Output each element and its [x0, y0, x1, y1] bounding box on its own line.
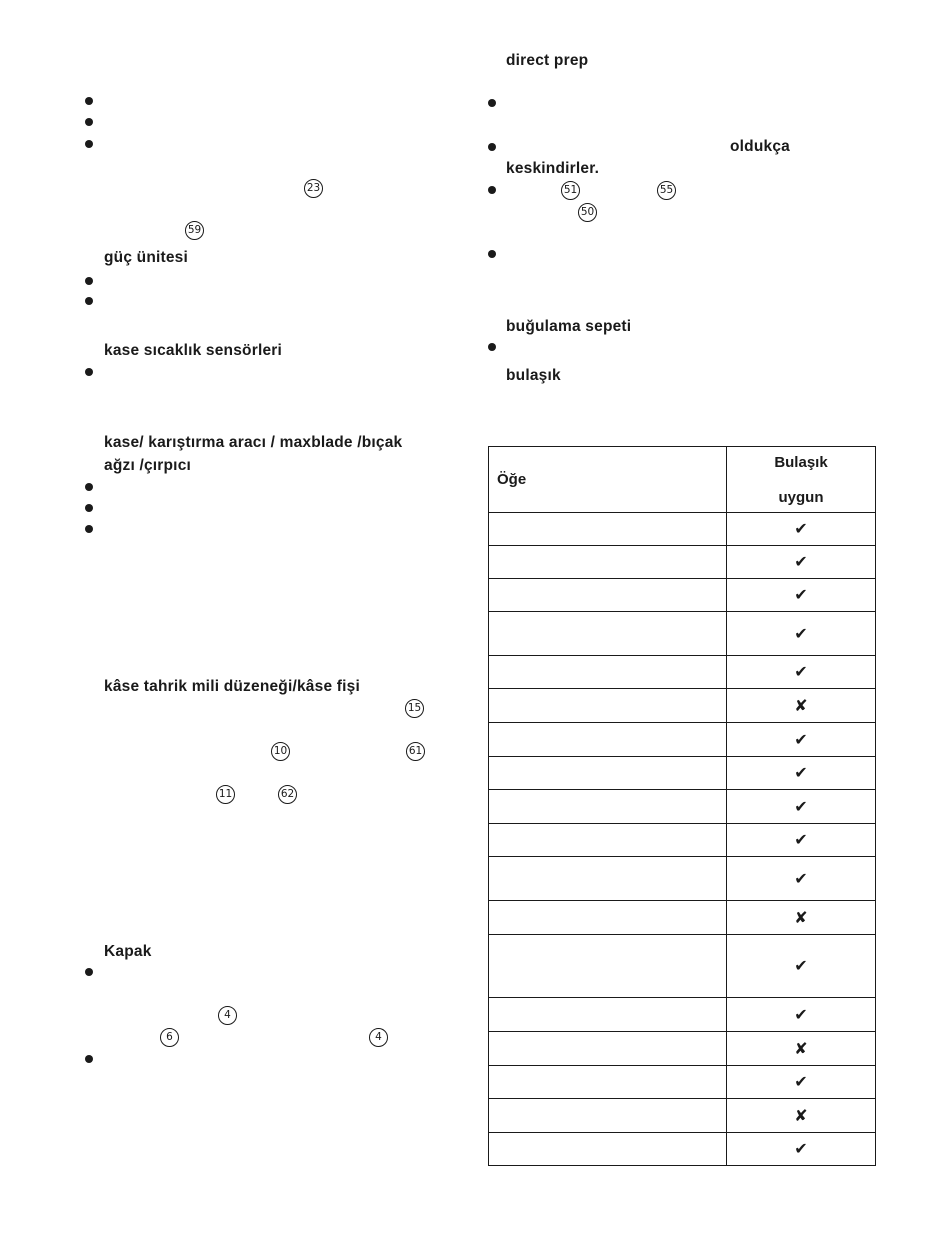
table-header-item: [489, 447, 727, 513]
table-cell-item: [489, 579, 727, 612]
table-cell-item: [489, 901, 727, 935]
table-row: [489, 579, 876, 612]
table-cell-ok: [727, 935, 876, 998]
reference-number-4: 4: [369, 1028, 388, 1047]
dishwasher-mark: ✔: [794, 552, 808, 571]
table-cell-item: [489, 998, 727, 1032]
table-cell-ok: [727, 757, 876, 790]
table-cell-ok: [727, 689, 876, 723]
bullet: [85, 483, 93, 491]
bullet: [85, 297, 93, 305]
table-cell-item: [489, 1032, 727, 1066]
header-ok-line-2: uygun: [778, 488, 824, 506]
dishwasher-mark: ✘: [794, 1105, 808, 1125]
dishwasher-mark: ✔: [794, 623, 808, 643]
table-cell-item: [489, 790, 727, 824]
table-cell-item: [489, 1066, 727, 1099]
reference-number-61: 61: [406, 742, 425, 761]
table-row: [489, 757, 876, 790]
table-row: [489, 612, 876, 656]
table-row: [489, 935, 876, 998]
table-row: [489, 790, 876, 824]
bullet: [85, 525, 93, 533]
reference-number-62: 62: [278, 785, 297, 804]
bullet: [85, 504, 93, 512]
table-cell-ok: [727, 546, 876, 579]
bullet: [85, 368, 93, 376]
table-cell-ok: [727, 1099, 876, 1133]
dishwasher-table: [488, 446, 876, 1166]
dishwasher-mark: ✔: [794, 662, 808, 681]
heading-kase-tahrik-mili: kâse tahrik mili düzeneği/kâse fişi: [104, 678, 360, 695]
reference-number-50: 50: [578, 203, 597, 222]
bullet: [85, 277, 93, 285]
reference-number-23: 23: [304, 179, 323, 198]
dishwasher-mark: ✔: [794, 1004, 808, 1024]
table-cell-ok: [727, 1066, 876, 1099]
dishwasher-mark: ✘: [794, 1038, 808, 1058]
bullet: [85, 968, 93, 976]
reference-number-4: 4: [218, 1006, 237, 1025]
dishwasher-mark: ✔: [794, 956, 808, 975]
table-cell-item: [489, 1099, 727, 1133]
table-row: [489, 1066, 876, 1099]
reference-number-15: 15: [405, 699, 424, 718]
text-keskindirler: keskindirler.: [506, 160, 600, 177]
table-cell-ok: [727, 1032, 876, 1066]
table-row: [489, 1133, 876, 1166]
heading-kase-line-2: ağzı /çırpıcı: [104, 457, 192, 474]
bullet: [85, 140, 93, 148]
table-cell-ok: [727, 824, 876, 857]
dishwasher-mark: ✔: [794, 868, 808, 888]
reference-number-11: 11: [216, 785, 235, 804]
dishwasher-mark: ✔: [794, 1072, 808, 1091]
table-cell-ok: [727, 998, 876, 1032]
table-row: [489, 513, 876, 546]
bullet: [85, 1055, 93, 1063]
bullet: [488, 186, 496, 194]
table-row: [489, 546, 876, 579]
table-cell-item: [489, 1133, 727, 1166]
table-row: [489, 1032, 876, 1066]
table-cell-ok: [727, 579, 876, 612]
bullet: [488, 99, 496, 107]
heading-kase-sicaklik-sensorleri: kase sıcaklık sensörleri: [104, 342, 283, 359]
bullet: [488, 343, 496, 351]
dishwasher-mark: ✘: [794, 907, 808, 927]
text-oldukca: oldukça: [730, 138, 790, 155]
table-header-dishwasher: [727, 447, 876, 513]
dishwasher-mark: ✔: [794, 763, 808, 782]
table-cell-item: [489, 723, 727, 757]
table-row: [489, 998, 876, 1032]
heading-guc-unitesi: güç ünitesi: [104, 249, 189, 266]
table-row: [489, 1099, 876, 1133]
table-cell-ok: [727, 612, 876, 656]
header-item-label: Öğe: [497, 471, 527, 488]
reference-number-51: 51: [561, 181, 580, 200]
dishwasher-mark: ✔: [794, 729, 808, 749]
table-row: [489, 857, 876, 901]
table-cell-item: [489, 857, 727, 901]
header-ok-line-1: Bulaşık: [774, 453, 828, 471]
bullet: [488, 250, 496, 258]
table-cell-item: [489, 513, 727, 546]
table-row: [489, 689, 876, 723]
bullet: [85, 97, 93, 105]
table-cell-ok: [727, 857, 876, 901]
table-cell-item: [489, 656, 727, 689]
dishwasher-mark: ✔: [794, 796, 808, 816]
table-cell-ok: [727, 790, 876, 824]
reference-number-55: 55: [657, 181, 676, 200]
table-cell-item: [489, 689, 727, 723]
table-cell-ok: [727, 513, 876, 546]
table-cell-ok: [727, 901, 876, 935]
dishwasher-mark: ✔: [794, 585, 808, 604]
heading-bulasik: bulaşık: [506, 367, 561, 384]
reference-number-10: 10: [271, 742, 290, 761]
table-cell-ok: [727, 723, 876, 757]
table-cell-item: [489, 935, 727, 998]
table-cell-ok: [727, 1133, 876, 1166]
table-cell-item: [489, 612, 727, 656]
dishwasher-mark: ✘: [794, 695, 808, 715]
table-row: [489, 824, 876, 857]
table-cell-item: [489, 546, 727, 579]
table-row: [489, 901, 876, 935]
heading-bugulama-sepeti: buğulama sepeti: [506, 318, 632, 335]
table-row: [489, 723, 876, 757]
table-row: [489, 656, 876, 689]
reference-number-59: 59: [185, 221, 204, 240]
table-cell-item: [489, 757, 727, 790]
dishwasher-mark: ✔: [794, 519, 808, 538]
dishwasher-mark: ✔: [794, 1139, 808, 1158]
table-cell-item: [489, 824, 727, 857]
table-cell-ok: [727, 656, 876, 689]
reference-number-6: 6: [160, 1028, 179, 1047]
heading-kase-line-1: kase/ karıştırma aracı / maxblade /bıçak: [104, 434, 403, 451]
bullet: [488, 143, 496, 151]
bullet: [85, 118, 93, 126]
dishwasher-mark: ✔: [794, 830, 808, 849]
heading-kapak: Kapak: [104, 943, 152, 960]
heading-direct-prep: direct prep: [506, 52, 589, 69]
